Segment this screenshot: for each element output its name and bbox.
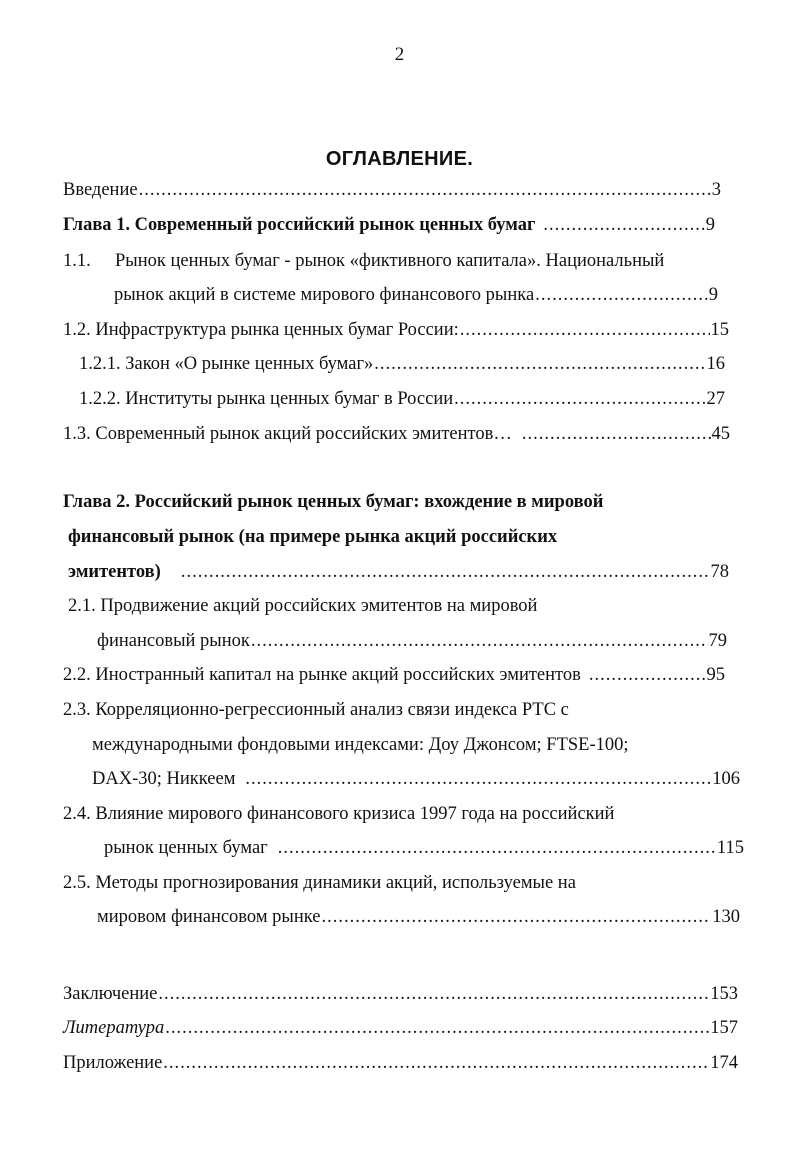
leader-dots — [251, 629, 708, 653]
toc-entry-label: эмитентов) — [68, 562, 161, 582]
toc-entry-chapter-2-line1: Глава 2. Российский рынок ценных бумаг: вхождение в мировой — [63, 492, 604, 512]
toc-entry-page: 106 — [712, 769, 740, 789]
toc-entry-label: Глава 1. Современный российский рынок ценных бумаг — [63, 215, 536, 235]
toc-entry-label: Рынок ценных бумаг - рынок «фиктивного капитала». Национальный — [115, 251, 665, 271]
toc-entry-page: 174 — [710, 1053, 738, 1073]
toc-entry-label: 2.2. Иностранный капитал на рынке акций российских эмитентов — [63, 665, 581, 685]
toc-entry-2-5-line2 — [97, 905, 740, 929]
toc-title: ОГЛАВЛЕНИЕ. — [325, 148, 474, 170]
toc-entry-page: 79 — [708, 631, 727, 651]
leader-dots — [158, 982, 709, 1006]
toc-entry-2-1-line1: 2.1. Продвижение акций российских эмитентов на мировой — [68, 596, 538, 616]
toc-entry-chapter-2-line2: финансовый рынок (на примере рынка акций российских — [68, 527, 558, 547]
toc-entry-label: 1.2.1. Закон «О рынке ценных бумаг» — [79, 354, 374, 374]
toc-entry-2-3-line1: 2.3. Корреляционно-регрессионный анализ связи индекса РТС с — [63, 700, 569, 720]
toc-entry-page: 130 — [712, 907, 740, 927]
page-number: 2 — [394, 44, 405, 65]
toc-entry-label: Литература — [63, 1018, 165, 1038]
toc-entry-2-3-line3 — [92, 767, 740, 791]
toc-entry-page: 153 — [710, 984, 738, 1004]
leader-dots — [589, 663, 706, 687]
toc-entry-2-4-line2 — [104, 836, 744, 860]
toc-entry-1-1-line1 — [63, 249, 664, 273]
toc-entry-1-2 — [63, 318, 729, 342]
toc-entry-page: 157 — [710, 1018, 738, 1038]
toc-entry-page: 9 — [708, 285, 718, 305]
toc-entry-label: 1.2.2. Институты рынка ценных бумаг в России — [79, 389, 454, 409]
toc-entry-page: 78 — [710, 562, 729, 582]
toc-entry-1-3 — [63, 422, 730, 446]
toc-entry-intro — [63, 178, 721, 202]
toc-entry-2-4-line1: 2.4. Влияние мирового финансового кризиса 1997 года на российский — [63, 804, 615, 824]
leader-dots — [278, 836, 716, 860]
toc-entry-page: 3 — [711, 180, 721, 200]
toc-entry-page: 95 — [706, 665, 725, 685]
toc-entry-chapter-2-line3 — [68, 560, 729, 584]
leader-dots — [454, 387, 705, 411]
toc-entry-literature — [63, 1016, 738, 1040]
toc-entry-label: рынок ценных бумаг — [104, 838, 268, 858]
toc-entry-2-2 — [63, 663, 725, 687]
toc-entry-page: 27 — [706, 389, 725, 409]
toc-entry-page: 15 — [710, 320, 729, 340]
toc-entry-page: 45 — [711, 424, 730, 444]
leader-dots — [543, 213, 704, 237]
toc-entry-label: мировом финансовом рынке — [97, 907, 321, 927]
toc-entry-label: 1.3. Современный рынок акций российских эмитентов… — [63, 424, 512, 444]
leader-dots — [522, 422, 711, 446]
toc-entry-1-2-1 — [79, 352, 725, 376]
leader-dots — [181, 560, 710, 584]
leader-dots — [460, 318, 710, 342]
toc-entry-page: 9 — [705, 215, 715, 235]
leader-dots — [139, 178, 711, 202]
toc-entry-label: 1.2. Инфраструктура рынка ценных бумаг России: — [63, 320, 459, 340]
toc-entry-2-5-line1: 2.5. Методы прогнозирования динамики акций, используемые на — [63, 873, 576, 893]
toc-entry-label: рынок акций в системе мирового финансового рынка — [114, 285, 535, 305]
toc-entry-2-1-line2 — [97, 629, 727, 653]
toc-entry-2-3-line2: международными фондовыми индексами: Доу Джонсом; FTSE-100; — [92, 735, 629, 755]
toc-entry-1-2-2 — [79, 387, 725, 411]
toc-entry-label: DAX-30; Никкеем — [92, 769, 236, 789]
leader-dots — [163, 1051, 709, 1075]
toc-entry-page: 115 — [716, 838, 744, 858]
toc-entry-1-1-line2 — [114, 283, 718, 307]
leader-dots — [165, 1016, 709, 1040]
toc-entry-page: 16 — [706, 354, 725, 374]
leader-dots — [374, 352, 705, 376]
toc-entry-appendix — [63, 1051, 738, 1075]
toc-entry-conclusion — [63, 982, 738, 1006]
toc-entry-chapter-1 — [63, 213, 715, 237]
leader-dots — [535, 283, 708, 307]
leader-dots — [321, 905, 711, 929]
leader-dots — [245, 767, 711, 791]
toc-entry-number: 1.1. — [63, 251, 91, 271]
toc-entry-label: Приложение — [63, 1053, 163, 1073]
toc-entry-label: Введение — [63, 180, 138, 200]
toc-entry-label: финансовый рынок — [97, 631, 250, 651]
toc-entry-label: Заключение — [63, 984, 158, 1004]
